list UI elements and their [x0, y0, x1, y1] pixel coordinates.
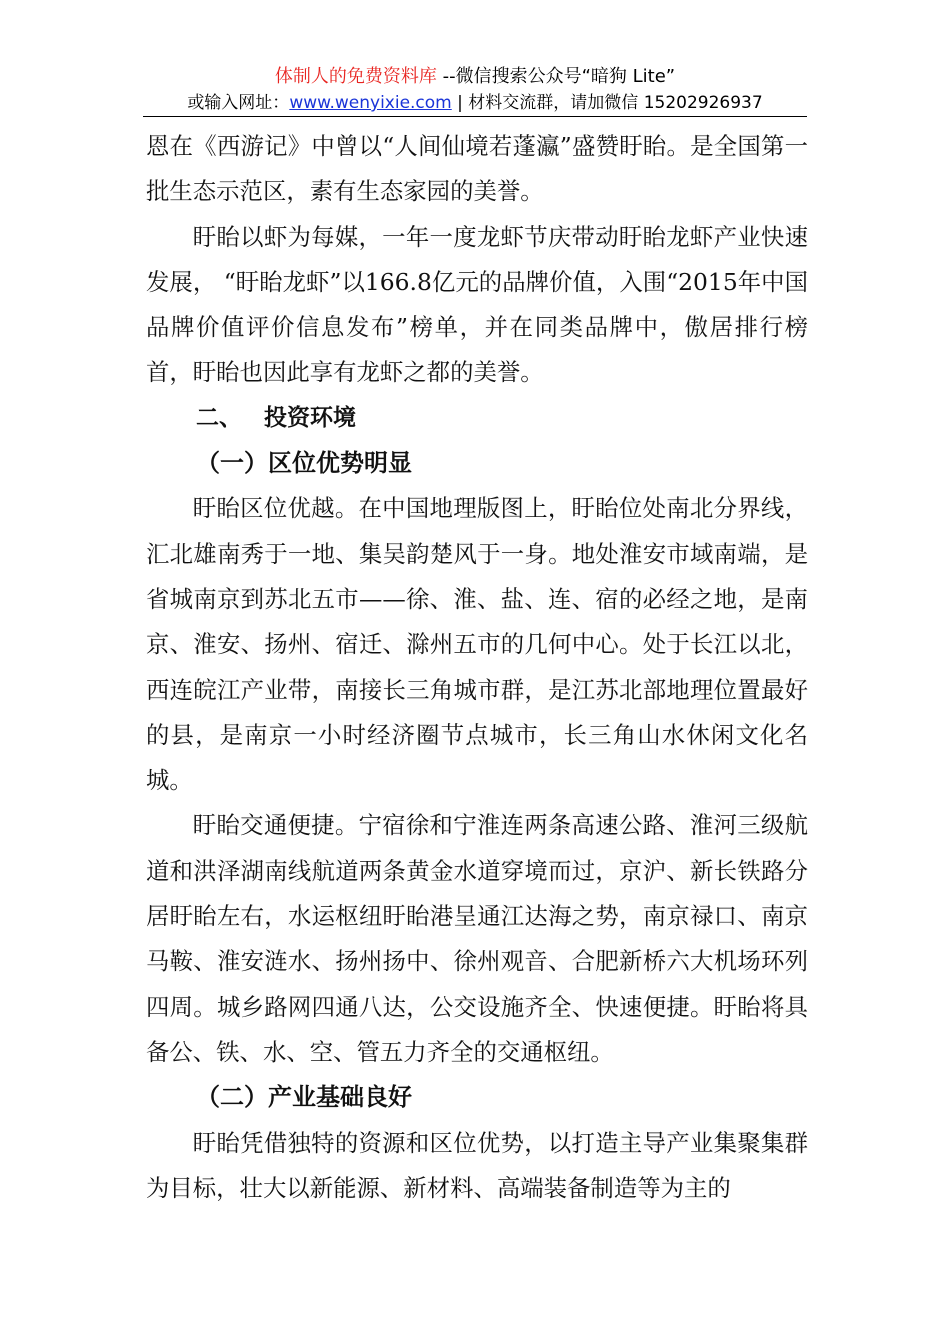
header-line-1	[0, 64, 950, 90]
subsection-heading-location: （一）区位优势明显	[196, 449, 412, 478]
page-header	[0, 64, 950, 115]
url-label: 或输入网址：	[187, 93, 290, 113]
header-tagline: --微信搜索公众号“暗狗 Lite”	[436, 66, 676, 87]
paragraph-location: 盱眙区位优越。在中国地理版图上，盱眙位处南北分界线，汇北雄南秀于一地、集吴韵楚风于一身。地处淮安市域南端，是省城南京到苏北五市——徐、淮、盐、连、宿的必经之地，是南京、淮安、扬州、宿迁、滁州五市的几何中心。处于长江以北，西连皖江产业带，南接长三角城市群，是江苏北部地理位置最好的县，是南京一小时经济圈节点城市，长三角山水休闲文化名城。	[146, 494, 808, 795]
brand-title: 体制人的免费资料库	[274, 66, 437, 87]
header-divider	[143, 116, 807, 117]
paragraph-transport: 盱眙交通便捷。宁宿徐和宁淮连两条高速公路、淮河三级航道和洪泽湖南线航道两条黄金水道穿境而过，京沪、新长铁路分居盱眙左右，水运枢纽盱眙港呈通江达海之势，南京禄口、南京马鞍、淮安涟水、扬州扬中、徐州观音、合肥新桥六大机场环列四周。城乡路网四通八达，公交设施齐全、快速便捷。盱眙将具备公、铁、水、空、管五力齐全的交通枢纽。	[146, 811, 808, 1066]
contact-info: | 材料交流群，请加微信 15202926937	[451, 93, 763, 113]
document-body	[146, 124, 808, 1211]
header-line-2	[0, 91, 950, 115]
paragraph-crayfish: 盱眙以虾为每媒，一年一度龙虾节庆带动盱眙龙虾产业快速发展， “盱眙龙虾”以166.8亿元的品牌价值，入围“2015年中国品牌价值评价信息发布”榜单，并在同类品牌中，傲居排行榜首，盱眙也因此享有龙虾之都的美誉。	[146, 222, 808, 387]
paragraph-industry: 盱眙凭借独特的资源和区位优势，以打造主导产业集聚集群为目标，壮大以新能源、新材料、高端装备制造等为主的	[146, 1128, 808, 1202]
section-heading: 二、 投资环境	[196, 404, 357, 431]
paragraph-continuation: 恩在《西游记》中曾以“人间仙境若蓬瀛”盛赞盱眙。是全国第一批生态示范区，素有生态家园的美誉。	[146, 132, 808, 206]
website-link[interactable]: www.wenyixie.com	[289, 93, 452, 113]
subsection-heading-industry: （二）产业基础良好	[196, 1083, 412, 1112]
